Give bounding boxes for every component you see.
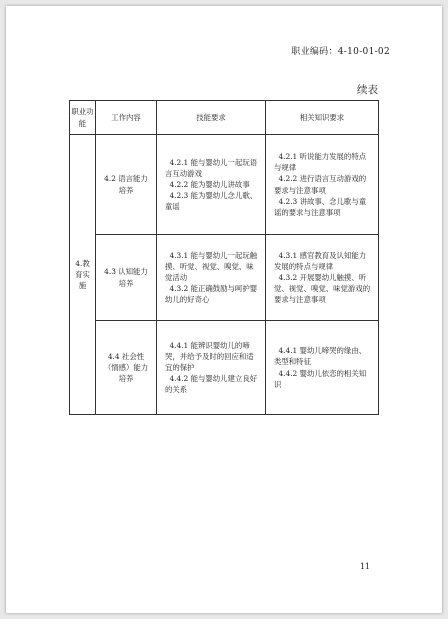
work-content-cell: 4.4 社会性（情感）能力培养 [96, 321, 157, 415]
skill-item: 4.4.1 能辨识婴幼儿的啼哭，并给予及时的回应和适宜的保护 [165, 340, 254, 372]
skill-cell [157, 321, 266, 415]
function-cell: 4.教育实施 [70, 135, 96, 415]
skill-item: 4.2.2 能为婴幼儿讲故事 [169, 179, 250, 189]
knowledge-item: 4.2.1 听说能力发展的特点与规律 [274, 152, 367, 173]
knowledge-cell [266, 321, 379, 415]
skill-cell [157, 135, 266, 235]
table-header-row [70, 101, 379, 135]
skill-item: 4.4.2 能与婴幼儿建立良好的关系 [165, 374, 258, 395]
table-row [70, 135, 379, 235]
work-content-cell: 4.2 语言能力培养 [96, 135, 157, 235]
skills-table [69, 100, 379, 415]
table-row [70, 235, 379, 321]
header-knowledge-requirements: 相关知识要求 [266, 101, 379, 135]
knowledge-cell [266, 135, 379, 235]
skill-item: 4.3.2 能正确鼓励与呵护婴幼儿的好奇心 [165, 284, 258, 305]
knowledge-item: 4.4.1 婴幼儿啼哭的缘由、类型和特征 [274, 346, 367, 367]
document-page [6, 6, 442, 613]
knowledge-item: 4.2.2 进行语言互动游戏的要求与注意事项 [274, 174, 367, 195]
knowledge-item: 4.3.1 感官教育及认知能力发展的特点与规律 [274, 250, 367, 271]
page-number: 11 [359, 562, 370, 571]
occupation-code: 职业编码：4-10-01-02 [291, 47, 390, 57]
header-function: 职业功能 [70, 101, 96, 135]
table-row [70, 321, 379, 415]
knowledge-cell [266, 235, 379, 321]
skill-item: 4.3.1 能与婴幼儿一起玩触摸、听觉、视觉、嗅觉、味觉活动 [165, 250, 258, 282]
skill-item: 4.2.1 能与婴幼儿一起玩语言互动游戏 [165, 157, 258, 178]
knowledge-item: 4.4.2 婴幼儿依恋的相关知识 [274, 368, 367, 389]
knowledge-item: 4.2.3 讲故事、念儿歌与童谣的要求与注意事项 [274, 196, 367, 217]
work-content-cell: 4.3 认知能力培养 [96, 235, 157, 321]
continued-label: 续表 [357, 84, 378, 96]
header-skill-requirements: 技能要求 [157, 101, 266, 135]
skill-cell [157, 235, 266, 321]
skill-item: 4.2.3 能为婴幼儿念儿歌、童谣 [165, 191, 258, 212]
header-work-content: 工作内容 [96, 101, 157, 135]
knowledge-item: 4.3.2 开展婴幼儿触摸、听觉、视觉、嗅觉、味觉游戏的要求与注意事项 [274, 272, 371, 305]
